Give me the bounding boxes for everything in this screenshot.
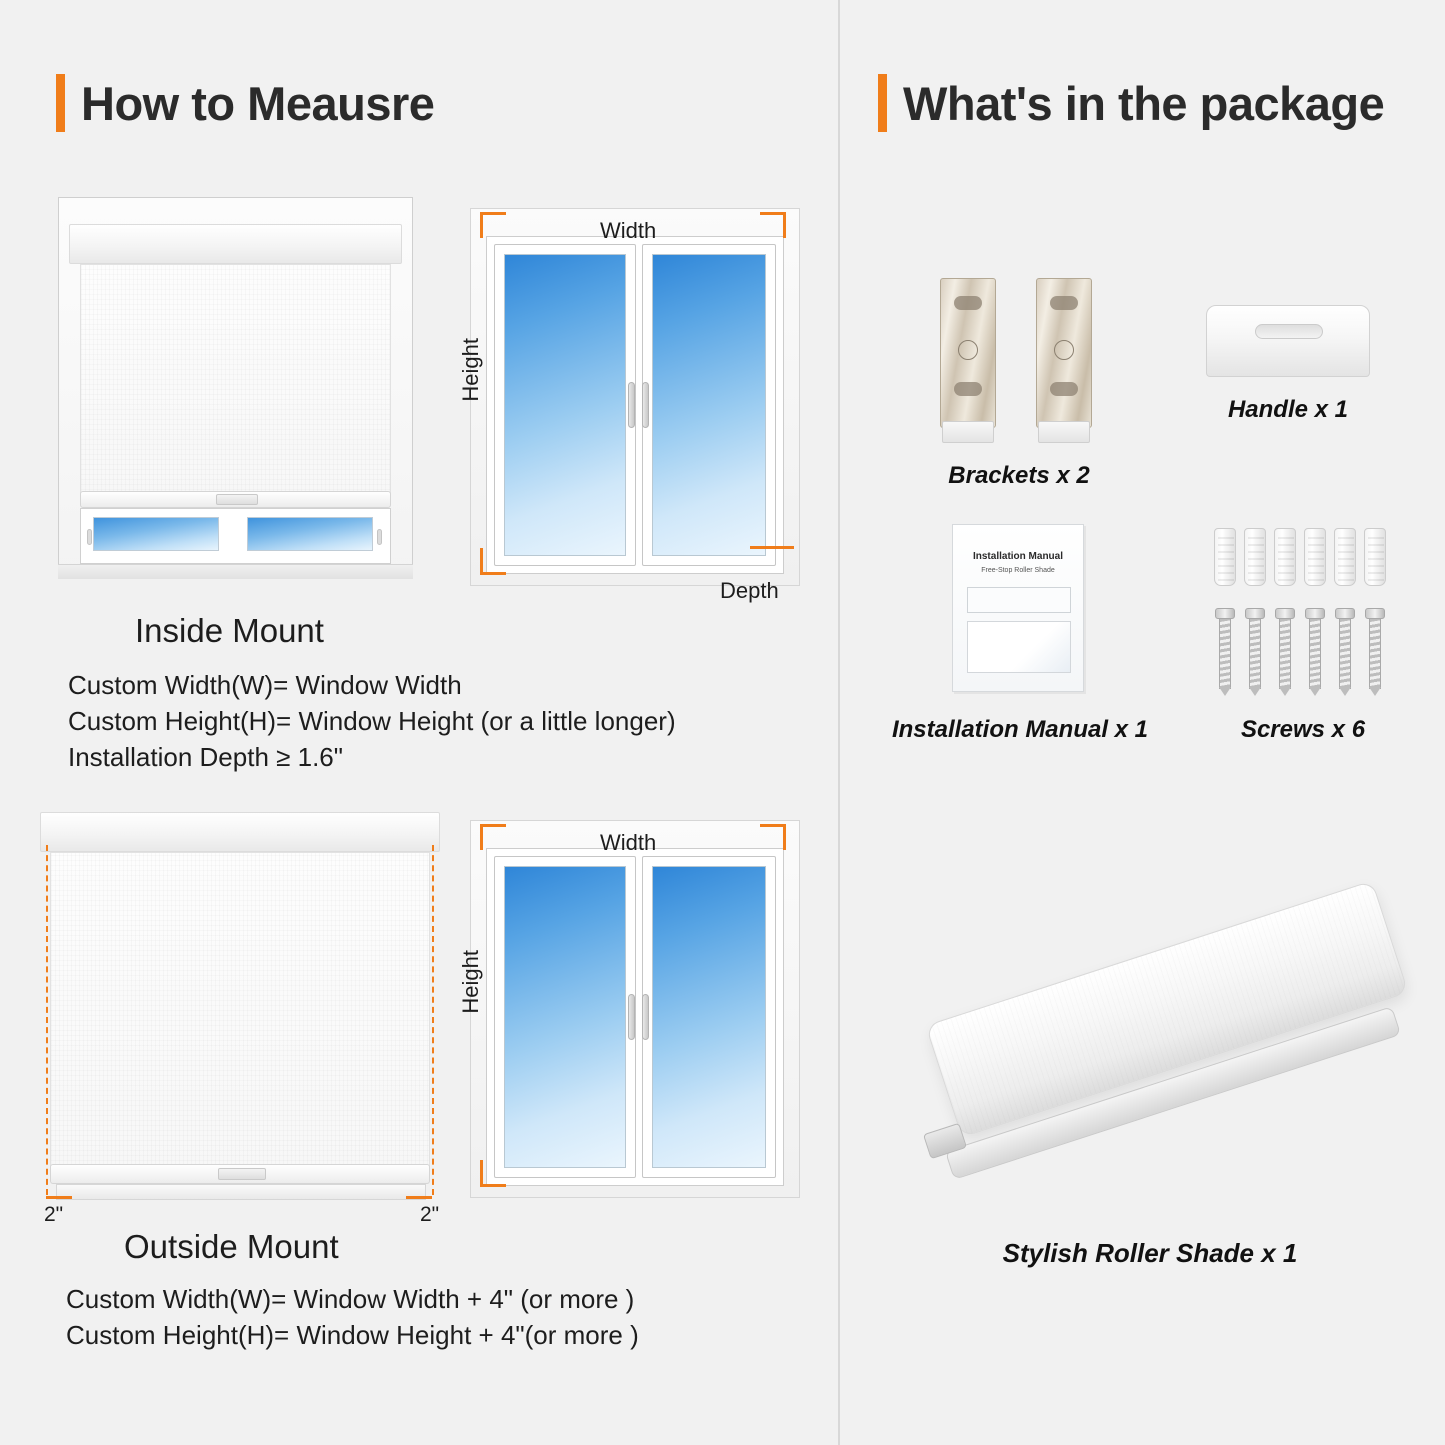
anchor-icon-4	[1304, 528, 1326, 586]
inside-headrail	[69, 224, 402, 264]
outside-overhang-left-tick	[46, 1196, 72, 1199]
package-heading	[878, 74, 1384, 132]
screw-shaft-4	[1309, 619, 1321, 689]
measure-handle-b-inside	[642, 382, 649, 428]
outside-pull-handle	[218, 1168, 266, 1180]
inside-spec-1: Custom Width(W)= Window Width	[68, 670, 462, 700]
inside-spec-2: Custom Height(H)= Window Height (or a little longer)	[68, 706, 676, 736]
screw-icon-6	[1365, 608, 1385, 694]
bracket-left-foot	[942, 421, 994, 443]
heading-accent-bar	[56, 74, 65, 132]
screw-tip-5	[1339, 687, 1351, 696]
screw-head-5	[1335, 608, 1355, 619]
screw-icon-5	[1335, 608, 1355, 694]
width-label-outside: Width	[600, 830, 657, 855]
outside-overhang-left-line	[46, 845, 48, 1195]
measure-handle-a-inside	[628, 382, 635, 428]
measure-sash-left-inside	[494, 244, 636, 566]
screw-head-6	[1365, 608, 1385, 619]
screw-shaft-1	[1219, 619, 1231, 689]
inside-glass-left	[93, 517, 219, 551]
inside-shade-fabric	[80, 264, 391, 496]
anchor-icon-5	[1334, 528, 1356, 586]
screw-shaft-5	[1339, 619, 1351, 689]
inside-spec-3: Installation Depth ≥ 1.6"	[68, 742, 343, 772]
screw-icon-2	[1245, 608, 1265, 694]
handle-grip-cutout	[1255, 324, 1323, 339]
manual-steps-row	[967, 587, 1071, 613]
mark-top-right-v-inside	[783, 212, 786, 238]
bracket-left-hole	[958, 340, 978, 360]
measure-glass-right-inside	[652, 254, 766, 556]
screws-label: Screws x 6	[1240, 716, 1366, 743]
screw-tip-4	[1309, 687, 1321, 696]
depth-label-inside: Depth	[720, 578, 779, 603]
measure-handle-a-outside	[628, 994, 635, 1040]
measure-glass-left-inside	[504, 254, 626, 556]
screw-tip-3	[1279, 687, 1291, 696]
inside-mount-shade-illustration	[58, 197, 413, 579]
measure-sash-right-outside	[642, 856, 776, 1178]
inside-sash-handle-left	[87, 529, 92, 545]
bracket-right-slot-top	[1050, 296, 1078, 310]
screw-icon-4	[1305, 608, 1325, 694]
screw-icon-1	[1215, 608, 1235, 694]
inside-mount-measure-diagram	[458, 200, 807, 603]
roller-shade-label: Stylish Roller Shade x 1	[1002, 1238, 1298, 1268]
inside-pull-handle	[216, 494, 258, 505]
screw-icon-3	[1275, 608, 1295, 694]
manual-diagram	[967, 621, 1071, 673]
bracket-right-foot	[1038, 421, 1090, 443]
handle-label: Handle x 1	[1227, 396, 1349, 423]
mark-top-left-v-inside	[480, 212, 483, 238]
outside-overhang-right-line	[432, 845, 434, 1195]
screw-shaft-6	[1369, 619, 1381, 689]
outside-shade-fabric	[50, 852, 430, 1172]
bracket-left-icon	[940, 278, 996, 443]
manual-title-text: Installation Manual	[972, 551, 1063, 562]
measure-sash-left-outside	[494, 856, 636, 1178]
anchor-icon-3	[1274, 528, 1296, 586]
outside-overhang-left-label: 2"	[44, 1203, 64, 1226]
measure-glass-right-outside	[652, 866, 766, 1168]
package-contents-panel	[838, 0, 1445, 1445]
how-to-measure-title: How to Meausre	[81, 76, 435, 130]
mark-top-right-v-outside	[783, 824, 786, 850]
installation-manual-icon	[952, 524, 1084, 692]
manual-subtitle-text: Free-Stop Roller Shade	[981, 567, 1055, 574]
outside-headrail	[40, 812, 440, 852]
anchor-icon-2	[1244, 528, 1266, 586]
package-title: What's in the package	[903, 76, 1385, 130]
mark-depth-inside	[750, 546, 794, 549]
screw-shaft-3	[1279, 619, 1291, 689]
handle-icon	[1206, 305, 1370, 377]
outside-window-sill	[56, 1184, 426, 1200]
bracket-left-slot-bottom	[954, 382, 982, 396]
height-label-inside: Height	[458, 338, 483, 402]
outside-spec-2: Custom Height(H)= Window Height + 4"(or more )	[66, 1320, 639, 1350]
screw-tip-2	[1249, 687, 1261, 696]
outside-mount-measure-diagram	[458, 812, 807, 1212]
anchor-icon-6	[1364, 528, 1386, 586]
bracket-right-hole	[1054, 340, 1074, 360]
outside-spec-1: Custom Width(W)= Window Width + 4" (or more )	[66, 1284, 635, 1314]
mark-top-left-outside	[480, 824, 506, 827]
how-to-measure-heading	[56, 74, 434, 132]
screw-head-2	[1245, 608, 1265, 619]
height-label-outside: Height	[458, 950, 483, 1014]
mark-top-left-inside	[480, 212, 506, 215]
anchor-icon-1	[1214, 528, 1236, 586]
screw-head-4	[1305, 608, 1325, 619]
brackets-label: Brackets x 2	[948, 462, 1090, 489]
inside-glass-right	[247, 517, 373, 551]
screw-head-1	[1215, 608, 1235, 619]
outside-mount-shade-illustration	[40, 812, 440, 1200]
bracket-right-icon	[1036, 278, 1092, 443]
mark-top-left-v-outside	[480, 824, 483, 850]
inside-window-opening	[80, 508, 391, 564]
measure-glass-left-outside	[504, 866, 626, 1168]
heading-accent-bar-right	[878, 74, 887, 132]
installation-manual-label: Installation Manual x 1	[891, 716, 1149, 743]
inside-mount-name: Inside Mount	[135, 612, 324, 649]
mark-bottom-left-v-outside	[480, 1160, 483, 1186]
bracket-left-slot-top	[954, 296, 982, 310]
mark-bottom-left-v-inside	[480, 548, 483, 574]
outside-overhang-right-label: 2"	[420, 1203, 440, 1226]
mark-bottom-left-inside	[480, 572, 506, 575]
inside-window-sill	[58, 564, 413, 579]
measure-sash-right-inside	[642, 244, 776, 566]
screw-shaft-2	[1249, 619, 1261, 689]
screw-head-3	[1275, 608, 1295, 619]
width-label-inside: Width	[600, 218, 657, 243]
screw-tip-6	[1369, 687, 1381, 696]
outside-overhang-right-tick	[406, 1196, 432, 1199]
inside-sash-handle-right	[377, 529, 382, 545]
mark-bottom-left-outside	[480, 1184, 506, 1187]
screw-tip-1	[1219, 687, 1231, 696]
bracket-right-slot-bottom	[1050, 382, 1078, 396]
outside-mount-name: Outside Mount	[124, 1228, 339, 1265]
measure-handle-b-outside	[642, 994, 649, 1040]
